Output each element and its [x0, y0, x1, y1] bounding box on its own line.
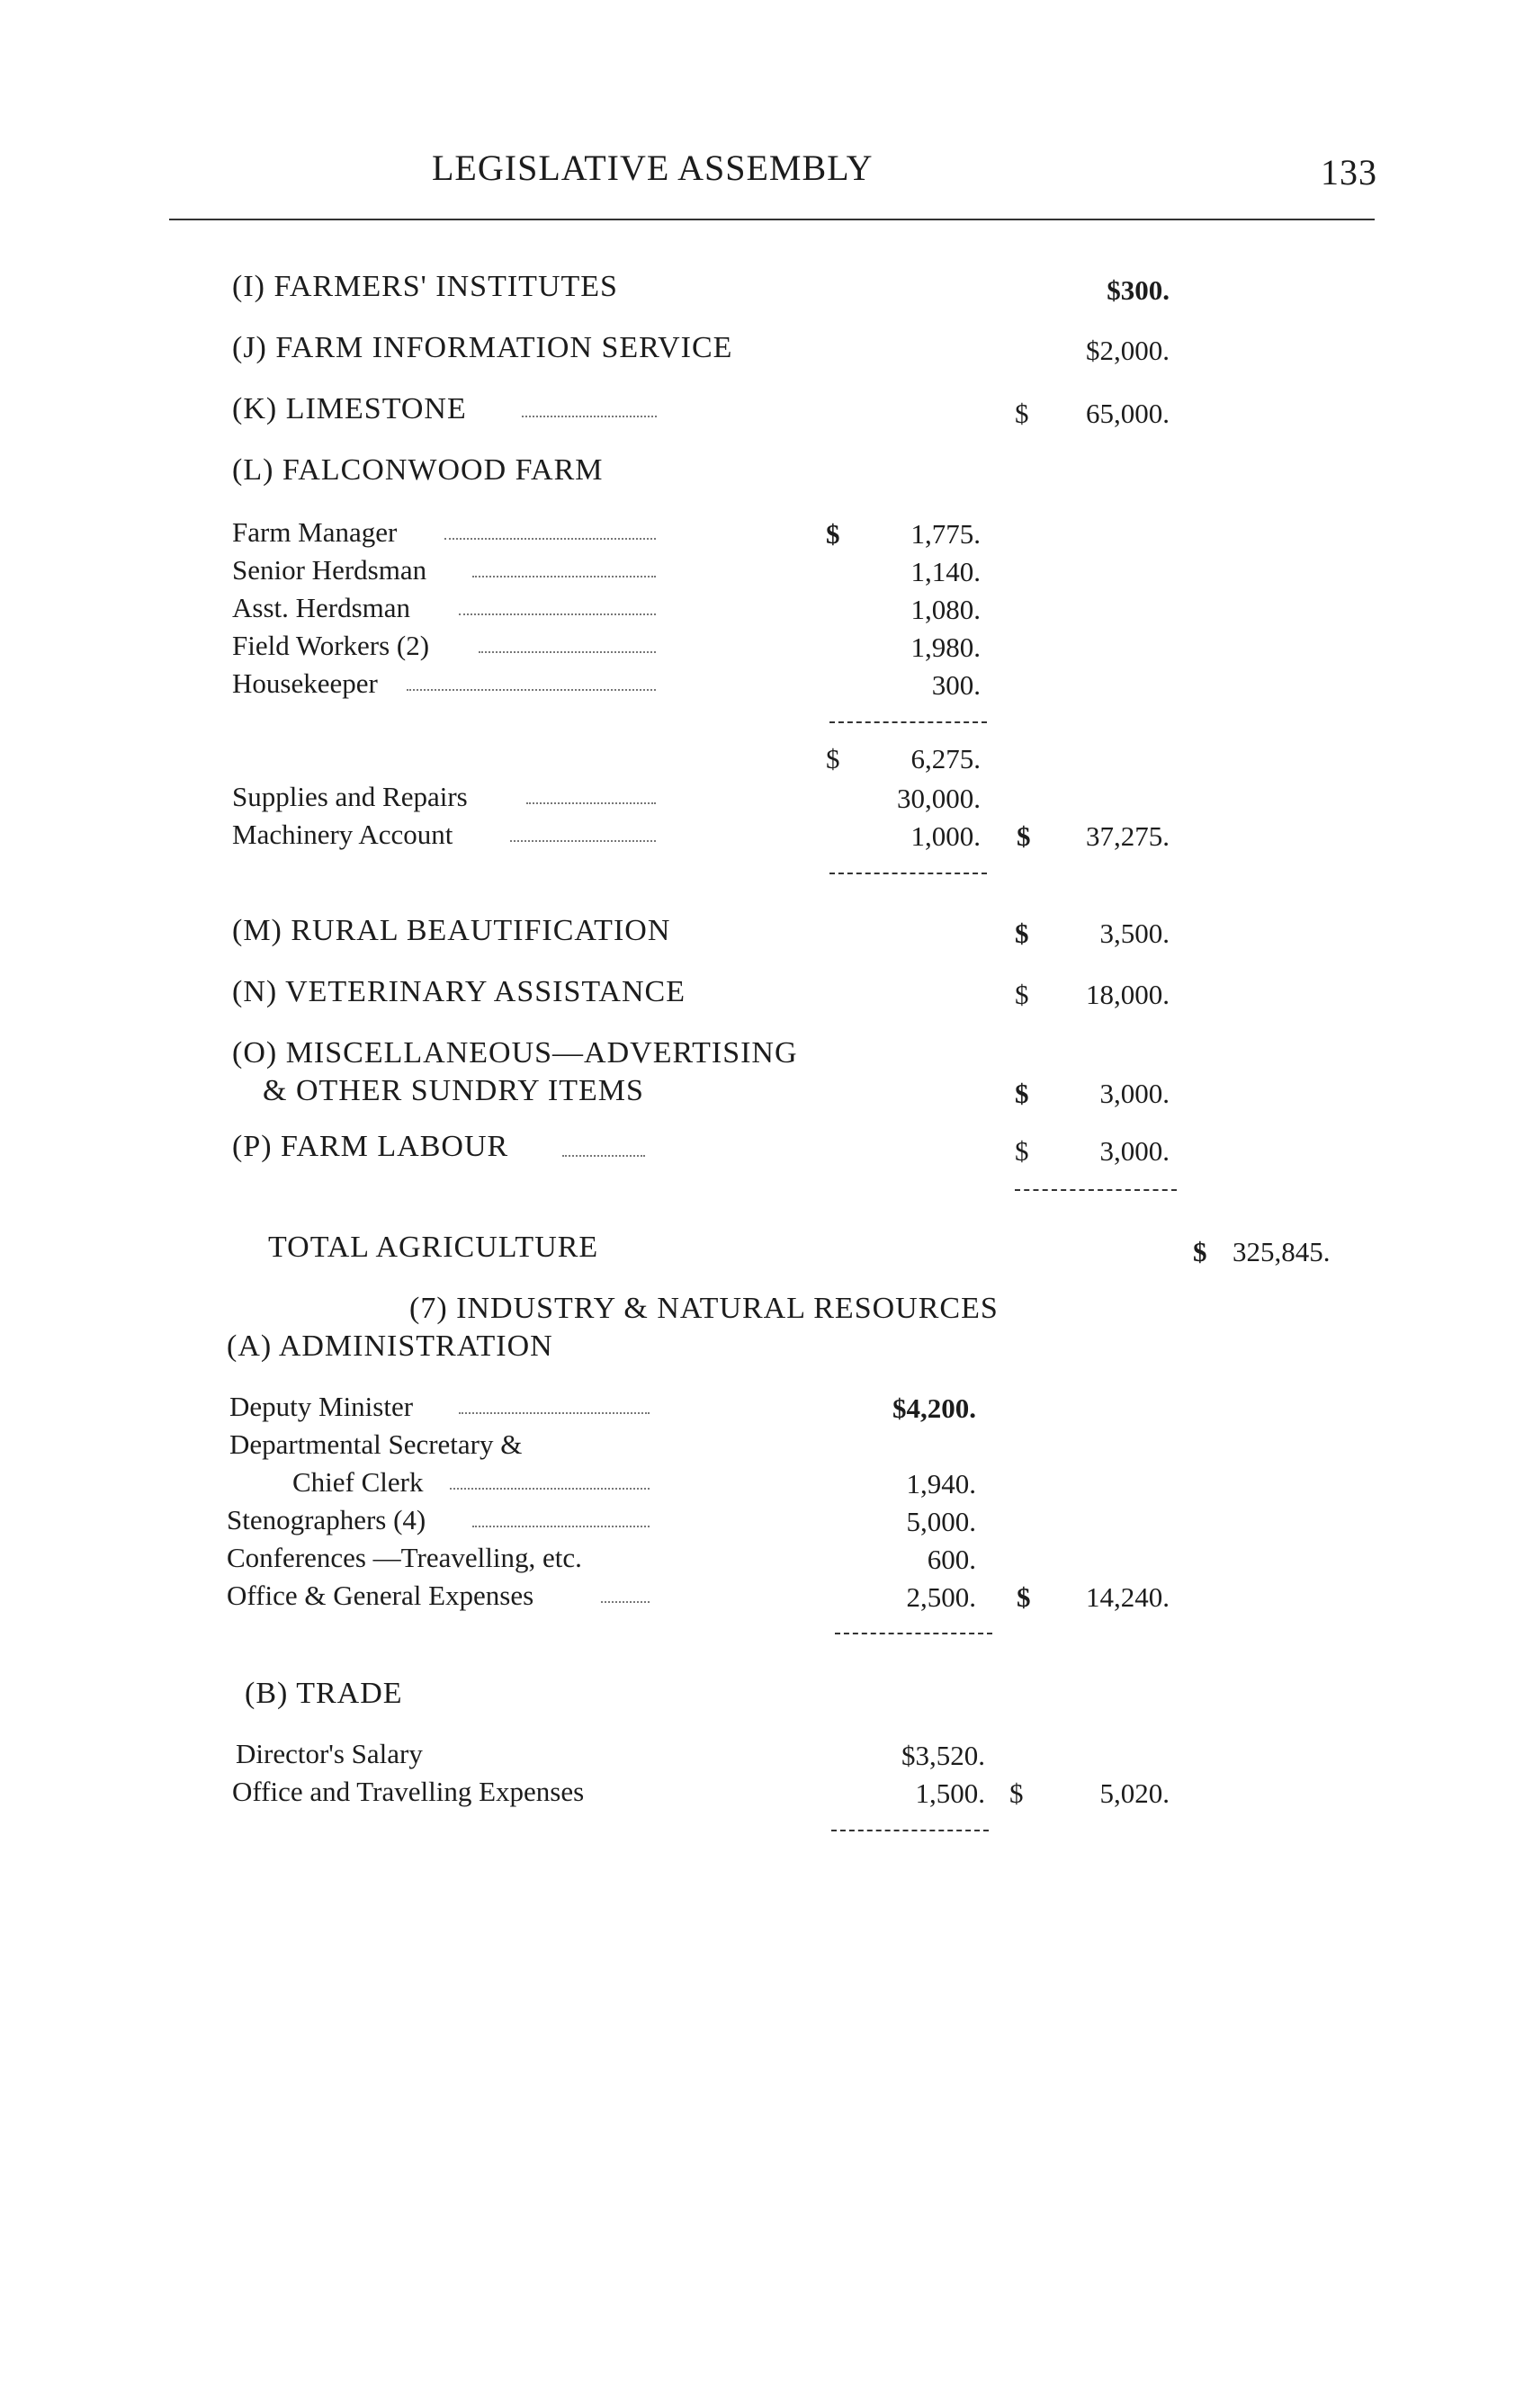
admin-total-amount: 14,240.	[1086, 1581, 1170, 1613]
total-agriculture-amount: 325,845.	[1233, 1236, 1331, 1267]
farm-item-amount: 1,140.	[910, 556, 981, 587]
farm-item-label: Field Workers (2)	[232, 630, 430, 661]
section-p-dollar: $	[1015, 1135, 1029, 1167]
header-rule	[169, 219, 1375, 220]
section-k-amount: 65,000.	[1086, 398, 1170, 429]
section-k-label: (K) LIMESTONE	[232, 392, 467, 425]
total-rule	[1015, 1189, 1177, 1191]
section-n-label: (N) VETERINARY ASSISTANCE	[232, 975, 686, 1008]
admin-item-label: Deputy Minister	[229, 1391, 414, 1422]
leader-dots	[450, 1488, 650, 1490]
section-o-dollar: $	[1015, 1078, 1029, 1109]
admin-item-amount: $4,200.	[892, 1392, 976, 1424]
farm-item-amount: 300.	[931, 669, 981, 701]
leader-dots	[472, 576, 656, 577]
trade-total-dollar: $	[1009, 1777, 1024, 1809]
total-rule	[829, 873, 987, 874]
industry-heading: (7) INDUSTRY & NATURAL RESOURCES	[409, 1292, 999, 1325]
farm-item-amount: 1,980.	[910, 631, 981, 663]
leader-dots	[444, 538, 656, 540]
farm-total-dollar: $	[1017, 820, 1031, 852]
section-k-dollar: $	[1015, 398, 1029, 429]
section-o-label-line1: (O) MISCELLANEOUS—ADVERTISING	[232, 1036, 798, 1070]
farm-supplies-label: Supplies and Repairs	[232, 781, 468, 812]
admin-total-dollar: $	[1017, 1581, 1031, 1613]
admin-item-amount: 5,000.	[906, 1506, 976, 1537]
section-i-label: (I) FARMERS' INSTITUTES	[232, 270, 618, 303]
leader-dots	[472, 1526, 650, 1527]
section-p-amount: 3,000.	[1099, 1135, 1170, 1167]
farm-machinery-amount: 1,000.	[910, 820, 981, 852]
farm-item-label: Senior Herdsman	[232, 554, 427, 586]
farm-supplies-amount: 30,000.	[897, 783, 981, 814]
trade-item-label: Director's Salary	[236, 1738, 423, 1769]
admin-item-amount: 1,940.	[906, 1468, 976, 1499]
section-m-amount: 3,500.	[1099, 918, 1170, 949]
total-agriculture-label: TOTAL AGRICULTURE	[268, 1231, 599, 1264]
leader-dots	[526, 802, 656, 804]
industry-a-label: (A) ADMINISTRATION	[227, 1329, 553, 1363]
leader-dots	[601, 1601, 650, 1603]
leader-dots	[407, 689, 656, 691]
farm-item-amount: 1,080.	[910, 594, 981, 625]
section-l-label: (L) FALCONWOOD FARM	[232, 453, 604, 487]
farm-item-label: Asst. Herdsman	[232, 592, 411, 623]
farm-item-dollar: $	[826, 518, 840, 550]
admin-item-amount: 2,500.	[906, 1581, 976, 1613]
total-rule	[831, 1830, 989, 1831]
section-m-label: (M) RURAL BEAUTIFICATION	[232, 914, 671, 947]
leader-dots	[479, 651, 656, 653]
industry-b-label: (B) TRADE	[245, 1677, 403, 1710]
admin-item-amount: 600.	[927, 1544, 976, 1575]
section-j-label: (J) FARM INFORMATION SERVICE	[232, 331, 733, 364]
leader-dots	[459, 613, 656, 615]
leader-dots	[510, 840, 656, 842]
section-p-label: (P) FARM LABOUR	[232, 1130, 509, 1163]
trade-item-amount: 1,500.	[915, 1777, 985, 1809]
section-o-amount: 3,000.	[1099, 1078, 1170, 1109]
section-n-dollar: $	[1015, 979, 1029, 1010]
trade-total-amount: 5,020.	[1099, 1777, 1170, 1809]
section-m-dollar: $	[1015, 918, 1029, 949]
page-title: LEGISLATIVE ASSEMBLY	[432, 148, 874, 188]
trade-item-label: Office and Travelling Expenses	[232, 1776, 585, 1807]
admin-item-label: Conferences —Treavelling, etc.	[227, 1542, 582, 1573]
farm-subtotal-dollar: $	[826, 743, 840, 774]
farm-subtotal-amount: 6,275.	[910, 743, 981, 774]
leader-dots	[459, 1412, 650, 1414]
farm-item-label: Housekeeper	[232, 667, 378, 699]
farm-item-amount: 1,775.	[910, 518, 981, 550]
page-number: 133	[1321, 152, 1377, 192]
farm-item-label: Farm Manager	[232, 516, 398, 548]
total-agriculture-dollar: $	[1193, 1236, 1207, 1267]
subtotal-rule	[829, 721, 987, 723]
total-rule	[835, 1633, 992, 1634]
trade-item-amount: $3,520.	[901, 1740, 985, 1771]
leader-dots	[522, 416, 657, 417]
section-n-amount: 18,000.	[1086, 979, 1170, 1010]
farm-machinery-label: Machinery Account	[232, 819, 453, 850]
admin-item-label: Office & General Expenses	[227, 1580, 534, 1611]
section-i-amount: $300.	[1107, 274, 1170, 306]
section-j-amount: $2,000.	[1086, 335, 1170, 366]
admin-item-label: Departmental Secretary &	[229, 1428, 523, 1460]
admin-item-label: Stenographers (4)	[227, 1504, 426, 1535]
admin-item-label: Chief Clerk	[292, 1466, 424, 1498]
leader-dots	[562, 1155, 645, 1157]
farm-total-amount: 37,275.	[1086, 820, 1170, 852]
section-o-label-line2: & OTHER SUNDRY ITEMS	[263, 1074, 644, 1107]
